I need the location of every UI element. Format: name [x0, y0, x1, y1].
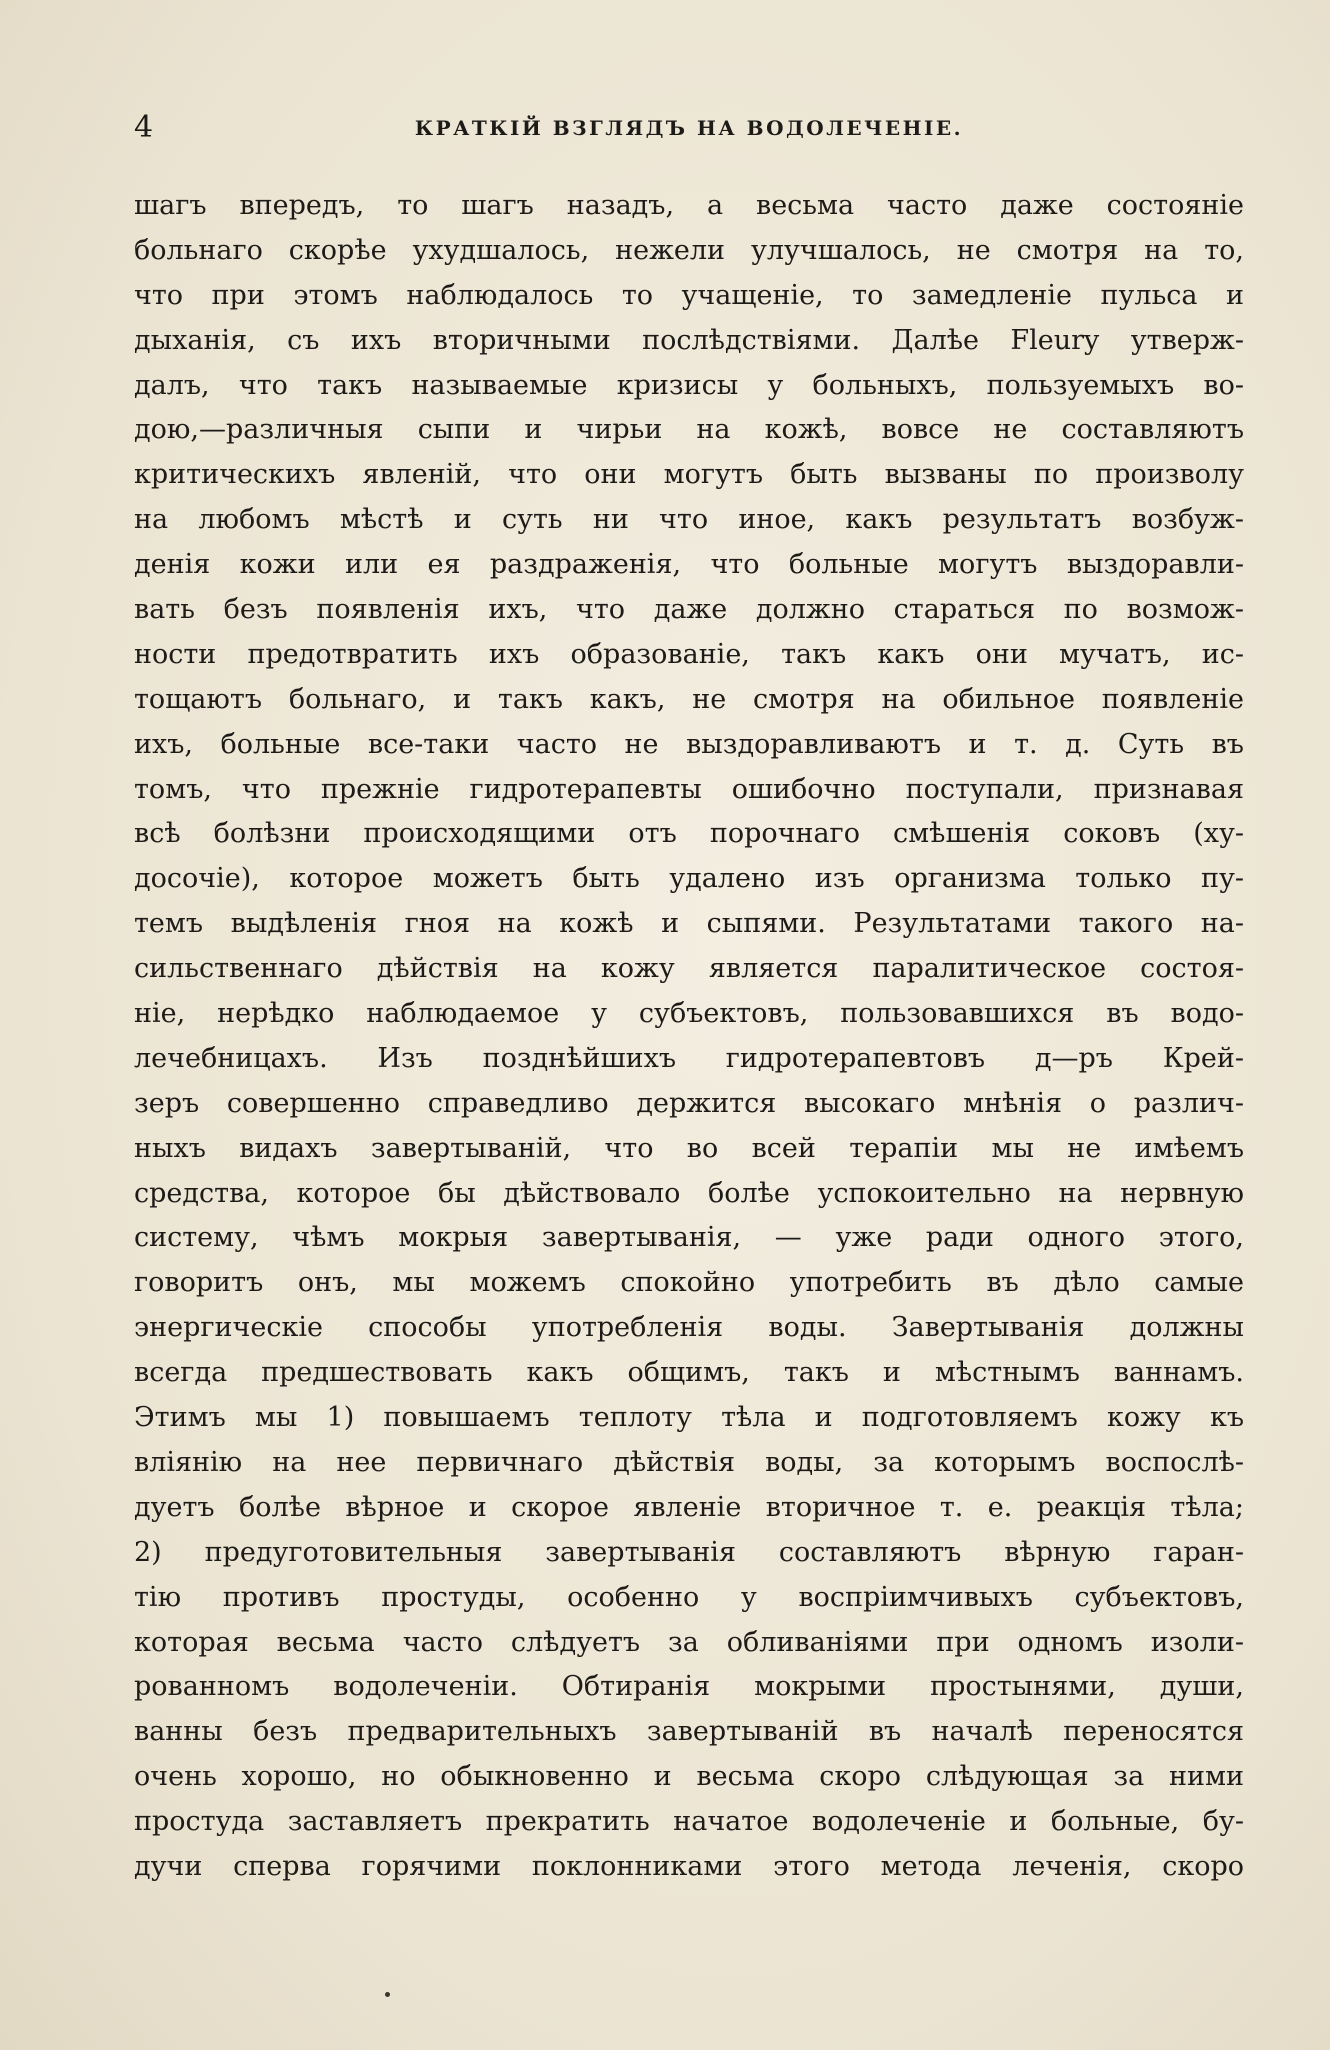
text-line: на любомъ мѣстѣ и суть ни что иное, какъ результатъ возбуж-	[134, 504, 1244, 536]
text-line: которая весьма часто слѣдуетъ за обливаніями при одномъ изоли-	[134, 1626, 1244, 1658]
text-line: денія кожи или ея раздраженія, что больные могутъ выздоравли-	[134, 549, 1244, 581]
text-line: очень хорошо, но обыкновенно и весьма скоро слѣдующая за ними	[134, 1761, 1244, 1793]
print-speck	[385, 1992, 390, 1997]
text-line: шагъ впередъ, то шагъ назадъ, а весьма часто даже состояніе	[134, 190, 1244, 221]
text-line: простуда заставляетъ прекратить начатое водолеченіе и больные, бу-	[134, 1806, 1244, 1838]
text-line: темъ выдѣленія гноя на кожѣ и сыпями. Результатами такого на-	[134, 908, 1244, 940]
text-line: тію противъ простуды, особенно у воспріимчивыхъ субъектовъ,	[134, 1581, 1244, 1613]
text-line: вліянію на нее первичнаго дѣйствія воды, за которымъ воспослѣ-	[134, 1446, 1244, 1478]
text-line: томъ, что прежніе гидротерапевты ошибочно поступали, признавая	[134, 773, 1244, 805]
text-line: тощаютъ больнаго, и такъ какъ, не смотря на обильное появленіе	[134, 683, 1244, 715]
text-line: Этимъ мы 1) повышаемъ теплоту тѣла и подготовляемъ кожу къ	[134, 1402, 1244, 1434]
text-line: досочіе), которое можетъ быть удалено изъ организма только пу-	[134, 863, 1244, 895]
text-line: вать безъ появленія ихъ, что даже должно стараться по возмож-	[134, 594, 1244, 626]
text-line: сильственнаго дѣйствія на кожу является паралитическое состоя-	[134, 953, 1244, 985]
text-line: ихъ, больные все-таки часто не выздоравливаютъ и т. д. Суть въ	[134, 728, 1244, 760]
text-line: дыханія, съ ихъ вторичными послѣдствіями. Далѣе Fleury утверж-	[134, 324, 1244, 356]
text-line: дучи сперва горячими поклонниками этого метода леченія, скоро	[134, 1850, 1244, 1882]
text-line: говоритъ онъ, мы можемъ спокойно употребить въ дѣло самые	[134, 1267, 1244, 1299]
text-line: ванны безъ предварительныхъ завертываній въ началѣ переносятся	[134, 1716, 1244, 1748]
text-line: ности предотвратить ихъ образованіе, такъ какъ они мучатъ, ис-	[134, 638, 1244, 670]
text-line: дуетъ болѣе вѣрное и скорое явленіе вторичное т. е. реакція тѣла;	[134, 1491, 1244, 1523]
text-line: далъ, что такъ называемые кризисы у больныхъ, пользуемыхъ во-	[134, 369, 1244, 401]
text-line: критическихъ явленій, что они могутъ быть вызваны по произволу	[134, 459, 1244, 491]
page-header	[134, 108, 1244, 148]
text-line: рованномъ водолеченіи. Обтиранія мокрыми простынями, души,	[134, 1671, 1244, 1703]
text-line: 2) предуготовительныя завертыванія составляютъ вѣрную гаран-	[134, 1536, 1244, 1568]
text-line: больнаго скорѣе ухудшалось, нежели улучшалось, не смотря на то,	[134, 234, 1244, 266]
text-line: всѣ болѣзни происходящими отъ порочнаго смѣшенія соковъ (ху-	[134, 818, 1244, 850]
text-line: ніе, нерѣдко наблюдаемое у субъектовъ, пользовавшихся въ водо-	[134, 998, 1244, 1030]
text-line: систему, чѣмъ мокрыя завертыванія, — уже ради одного этого,	[134, 1222, 1244, 1254]
text-line: что при этомъ наблюдалось то учащеніе, то замедленіе пульса и	[134, 279, 1244, 311]
text-line: средства, которое бы дѣйствовало болѣе успокоительно на нервную	[134, 1177, 1244, 1209]
text-line: всегда предшествовать какъ общимъ, такъ и мѣстнымъ ваннамъ.	[134, 1357, 1244, 1389]
body-text	[134, 184, 1244, 1890]
text-line: энергическіе способы употребленія воды. Завертыванія должны	[134, 1312, 1244, 1344]
text-line: дою,—различныя сыпи и чирьи на кожѣ, вовсе не составляютъ	[134, 414, 1244, 446]
running-title: КРАТКІЙ ВЗГЛЯДЪ НА ВОДОЛЕЧЕНІЕ.	[414, 116, 964, 140]
page-number: 4	[134, 110, 154, 145]
text-line: лечебницахъ. Изъ позднѣйшихъ гидротерапевтовъ д—ръ Крей-	[134, 1042, 1244, 1074]
text-line: ныхъ видахъ завертываній, что во всей терапіи мы не имѣемъ	[134, 1132, 1244, 1164]
text-line: зеръ совершенно справедливо держится высокаго мнѣнія о различ-	[134, 1087, 1244, 1119]
